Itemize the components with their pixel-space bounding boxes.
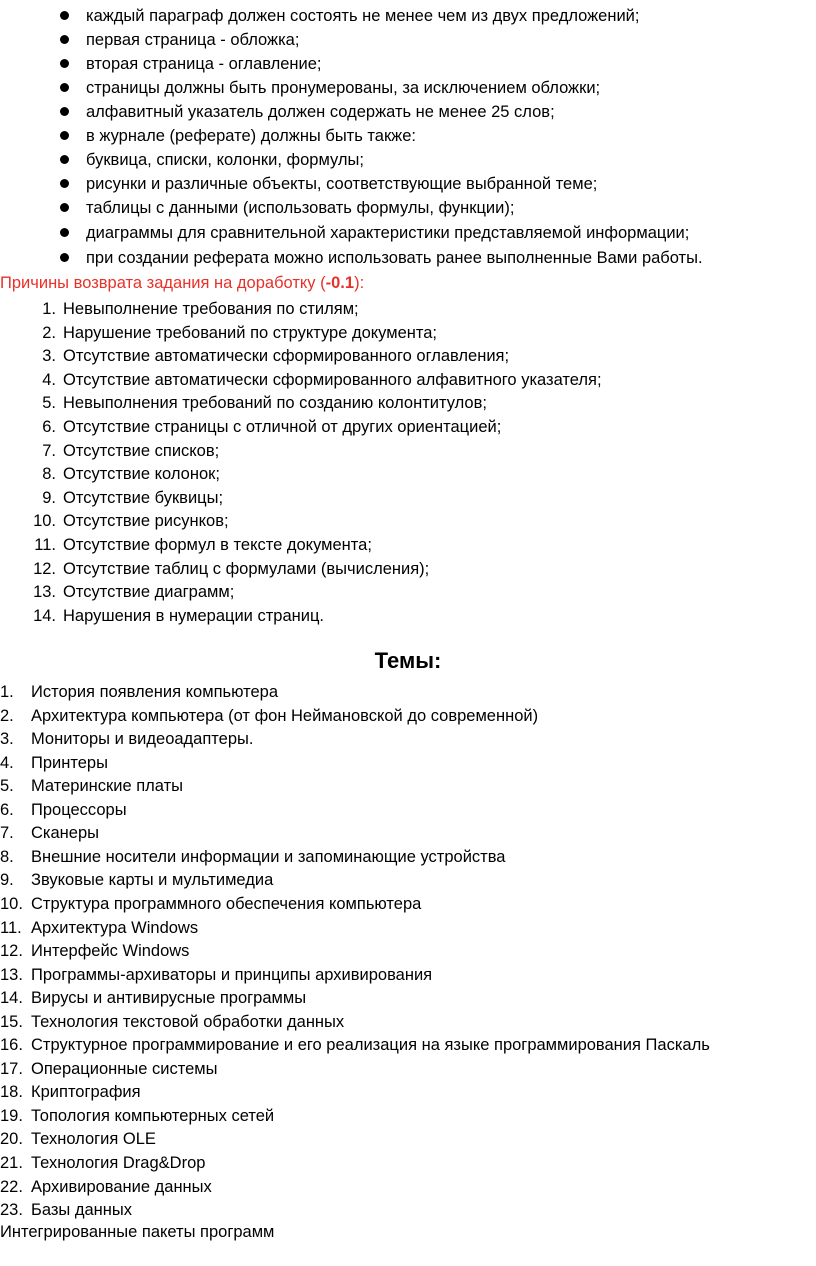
reason-text: Невыполнения требований по созданию колонтитулов;: [63, 394, 487, 413]
bullet-icon: [60, 107, 69, 116]
topic-number: 7.: [0, 824, 14, 843]
requirement-text: таблицы с данными (использовать формулы, функции);: [86, 199, 515, 217]
reason-number: 10.: [33, 512, 56, 531]
topic-text: Операционные системы: [31, 1059, 218, 1078]
reason-text: Отсутствие рисунков;: [63, 512, 229, 531]
topic-text: Принтеры: [31, 753, 108, 772]
reason-text: Отсутствие колонок;: [63, 465, 220, 484]
topic-number: 16.: [0, 1036, 23, 1055]
reason-number: 11.: [34, 536, 56, 554]
requirement-text: рисунки и различные объекты, соответствующие выбранной теме;: [86, 175, 598, 193]
topic-text: Технология текстовой обработки данных: [31, 1012, 345, 1031]
topic-number: 3.: [0, 730, 14, 749]
topic-text: Внешние носители информации и запоминающие устройства: [31, 847, 506, 866]
reason-number: 13.: [33, 583, 56, 602]
bullet-icon: [60, 203, 69, 212]
heading-suffix: ):: [354, 274, 365, 292]
topic-number: 20.: [0, 1130, 23, 1149]
topic-text: Программы-архиваторы и принципы архивирования: [31, 965, 433, 984]
bullet-icon: [60, 83, 69, 92]
topic-text: Архитектура Windows: [31, 918, 199, 937]
topic-text: Технология Drag&Drop: [31, 1154, 206, 1172]
reason-text: Отсутствие таблиц с формулами (вычисления);: [63, 559, 430, 578]
reason-text: Отсутствие буквицы;: [63, 488, 224, 507]
topic-number: 17.: [0, 1059, 23, 1078]
topic-text: Базы данных: [31, 1201, 132, 1220]
topic-text: Технология OLE: [31, 1130, 156, 1149]
reason-number: 3.: [42, 347, 56, 366]
topic-number: 8.: [0, 847, 14, 866]
topic-number: 11.: [0, 918, 22, 937]
bullet-icon: [60, 35, 69, 44]
return-reasons-heading: [0, 271, 364, 295]
topic-number: 14.: [0, 989, 23, 1008]
reason-text: Невыполнение требования по стилям;: [63, 300, 359, 318]
bullet-icon: [60, 228, 69, 237]
final-line: Интегрированные пакеты программ: [0, 1223, 275, 1241]
topic-number: 5.: [0, 777, 14, 796]
reason-number: 5.: [42, 394, 56, 413]
bullet-icon: [60, 131, 69, 140]
reason-text: Нарушения в нумерации страниц.: [63, 606, 324, 625]
reason-text: Отсутствие страницы с отличной от других ориентацией;: [63, 418, 502, 436]
reason-number: 9.: [42, 488, 56, 507]
topic-text: Структура программного обеспечения компьютера: [31, 894, 422, 913]
topic-number: 6.: [0, 800, 14, 819]
topic-text: Интерфейс Windows: [31, 942, 190, 961]
reason-number: 14.: [33, 606, 56, 625]
topic-number: 23.: [0, 1201, 23, 1220]
topic-text: Архитектура компьютера (от фон Неймановской до современной): [31, 706, 539, 725]
reason-text: Отсутствие диаграмм;: [63, 583, 235, 602]
topic-text: Мониторы и видеоадаптеры.: [31, 730, 254, 749]
requirement-text: вторая страница - оглавление;: [86, 55, 322, 73]
bullet-icon: [60, 155, 69, 164]
topic-number: 18.: [0, 1083, 23, 1102]
reason-number: 12.: [33, 559, 56, 578]
reason-number: 6.: [42, 418, 56, 436]
reason-text: Отсутствие автоматически сформированного оглавления;: [63, 347, 510, 366]
reason-text: Отсутствие списков;: [63, 441, 220, 460]
topic-number: 21.: [0, 1154, 23, 1172]
topic-number: 2.: [0, 706, 14, 725]
reason-number: 8.: [42, 465, 56, 484]
requirement-text: в журнале (реферате) должны быть также:: [86, 127, 416, 145]
requirement-text: страницы должны быть пронумерованы, за исключением обложки;: [86, 79, 601, 97]
topic-text: История появления компьютера: [31, 683, 279, 701]
topic-number: 13.: [0, 965, 23, 984]
reason-number: 7.: [42, 441, 56, 460]
heading-prefix: Причины возврата задания на доработку (: [0, 274, 326, 292]
bullet-icon: [60, 253, 69, 262]
topic-text: Процессоры: [31, 800, 127, 819]
topic-number: 15.: [0, 1012, 23, 1031]
topic-number: 1.: [0, 683, 14, 701]
reason-number: 4.: [42, 370, 56, 389]
topic-text: Архивирование данных: [31, 1177, 212, 1196]
topic-text: Вирусы и антивирусные программы: [31, 989, 307, 1008]
heading-value: -0.1: [325, 274, 355, 292]
requirement-text: каждый параграф должен состоять не менее чем из двух предложений;: [86, 7, 640, 25]
reason-text: Отсутствие автоматически сформированного алфавитного указателя;: [63, 370, 602, 389]
topic-number: 4.: [0, 753, 14, 772]
reason-number: 2.: [42, 323, 56, 342]
bullet-icon: [60, 59, 69, 68]
topic-text: Звуковые карты и мультимедиа: [31, 871, 274, 890]
topic-text: Криптография: [31, 1083, 141, 1102]
topic-text: Материнские платы: [31, 777, 184, 796]
topic-text: Топология компьютерных сетей: [31, 1106, 275, 1125]
requirement-text: буквица, списки, колонки, формулы;: [86, 151, 364, 169]
requirement-text: при создании реферата можно использовать ранее выполненные Вами работы.: [86, 249, 703, 267]
topic-number: 22.: [0, 1177, 23, 1196]
reason-text: Нарушение требований по структуре документа;: [63, 323, 438, 342]
requirement-text: диаграммы для сравнительной характеристики представляемой информации;: [86, 224, 690, 242]
bullet-icon: [60, 11, 69, 20]
requirement-text: алфавитный указатель должен содержать не менее 25 слов;: [86, 103, 555, 121]
reason-number: 1.: [42, 300, 56, 318]
topic-number: 9.: [0, 871, 14, 890]
topic-number: 19.: [0, 1106, 23, 1125]
topics-title: Темы:: [374, 648, 442, 673]
topic-text: Структурное программирование и его реализация на языке программирования Паскаль: [31, 1036, 710, 1055]
reason-text: Отсутствие формул в тексте документа;: [63, 536, 372, 554]
topic-text: Сканеры: [31, 824, 99, 843]
topic-number: 10.: [0, 894, 23, 913]
topic-number: 12.: [0, 942, 23, 961]
bullet-icon: [60, 179, 69, 188]
requirement-text: первая страница - обложка;: [86, 31, 300, 49]
